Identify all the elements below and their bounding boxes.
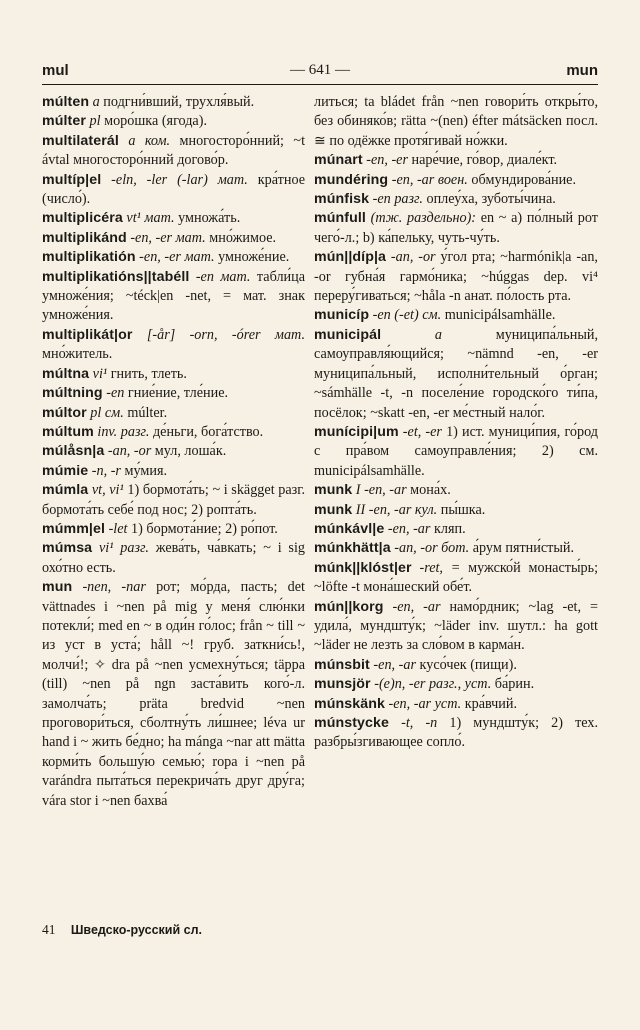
dictionary-entry bbox=[314, 171, 598, 190]
entry-grammar: -en мат. bbox=[195, 268, 251, 285]
entry-headword: multiplicéra bbox=[42, 210, 123, 227]
entry-grammar: -nen, -nar bbox=[82, 579, 146, 596]
dictionary-entry bbox=[314, 539, 598, 558]
entry-translation: подгни́вший, трухля́вый. bbox=[103, 94, 255, 110]
dictionary-entry bbox=[42, 578, 305, 811]
dictionary-entry bbox=[314, 151, 598, 170]
entry-headword: munk bbox=[314, 482, 353, 499]
signature-number: 41 bbox=[42, 922, 56, 937]
dictionary-entry bbox=[314, 326, 598, 423]
entry-translation: гние́ние, тле́ние. bbox=[127, 385, 229, 402]
dictionary-entry bbox=[314, 675, 598, 694]
dictionary-entry bbox=[314, 209, 598, 248]
dictionary-entry bbox=[314, 423, 598, 481]
entry-translation: наре́чие, го́вор, диале́кт. bbox=[411, 152, 558, 169]
entry-translation: мул, лоша́к. bbox=[154, 443, 227, 460]
entry-translation: 1) мундшту́к; 2) тех. разбры́згивающее сопло́. bbox=[314, 715, 598, 751]
entry-headword: múltor bbox=[42, 404, 87, 421]
dictionary-entry bbox=[42, 481, 305, 520]
entry-headword: munsjör bbox=[314, 676, 371, 693]
entry-translation: оплеу́ха, зуботы́чина. bbox=[426, 191, 556, 208]
entry-headword: múmm|el bbox=[42, 520, 106, 537]
entry-headword: multiplikatións||tabéll bbox=[42, 268, 190, 285]
entry-headword: munícipi|um bbox=[314, 423, 399, 440]
page-footer bbox=[42, 922, 202, 938]
entry-grammar: -en, -ar воен. bbox=[391, 171, 468, 188]
entry-grammar: I -en, -ar bbox=[355, 482, 407, 499]
entry-translation: municipálsamhälle. bbox=[444, 307, 556, 324]
entry-translation: мона́х. bbox=[410, 482, 451, 499]
entry-translation: пы́шка. bbox=[440, 501, 486, 518]
entry-grammar: a bbox=[92, 94, 100, 110]
dictionary-entry bbox=[42, 132, 305, 171]
entry-headword: munk bbox=[314, 501, 353, 518]
entry-grammar: -en bbox=[106, 385, 125, 402]
entry-translation: мужско́й монасты́рь; ~löfte -t мона́шеский обе́т. bbox=[314, 559, 598, 596]
entry-translation: моро́шка (ягода). bbox=[104, 113, 208, 130]
entry-grammar: -ret, = bbox=[419, 559, 461, 576]
entry-translation: 1) ист. муници́пия, го́род с пра́вом самоуправле́ния; 2) см. municipálsamhälle. bbox=[314, 423, 598, 479]
entry-grammar: -en, -er мат. bbox=[139, 249, 215, 266]
entry-headword: mundéring bbox=[314, 171, 389, 188]
dictionary-entry bbox=[314, 656, 598, 675]
dictionary-entry bbox=[314, 695, 598, 714]
entry-translation: а́рум пятни́стый. bbox=[472, 540, 575, 557]
entry-translation: кляп. bbox=[433, 520, 466, 537]
entry-grammar: inv. разг. bbox=[97, 423, 150, 440]
dictionary-entry bbox=[314, 501, 598, 520]
entry-headword: múnkhätt|a bbox=[314, 540, 391, 557]
entry-grammar: -eln, -ler (-lar) мат. bbox=[111, 171, 248, 188]
header-rule bbox=[42, 84, 598, 85]
entry-grammar: vi¹ bbox=[92, 365, 108, 382]
page-header bbox=[42, 62, 598, 82]
entry-grammar: (тж. раздельно): bbox=[370, 210, 477, 227]
entry-headword: múltna bbox=[42, 365, 90, 382]
entry-headword: múlten bbox=[42, 94, 90, 110]
entry-headword: múltum bbox=[42, 423, 94, 440]
entry-grammar: -en (-et) см. bbox=[372, 307, 442, 324]
entry-headword: multilaterál bbox=[42, 132, 119, 149]
entry-grammar: -t, -n bbox=[401, 715, 438, 731]
entry-headword: múlter bbox=[42, 113, 86, 130]
dictionary-entry bbox=[42, 268, 305, 326]
entry-headword: múnk||klóst|er bbox=[314, 559, 412, 576]
entry-translation: гнить, тлеть. bbox=[110, 365, 187, 382]
dictionary-entry bbox=[314, 248, 598, 306]
dictionary-entry bbox=[42, 462, 305, 481]
entry-grammar: -et, -er bbox=[402, 423, 442, 440]
entry-grammar: -en, -er bbox=[366, 152, 408, 169]
entry-headword: múmla bbox=[42, 482, 89, 499]
entry-grammar: -en разг. bbox=[372, 191, 423, 208]
entry-grammar: -en, -ar bbox=[387, 520, 431, 537]
entry-translation: умноже́ние. bbox=[218, 249, 290, 266]
entry-translation: муниципа́льный, самоуправля́ющийся; ~nämnd -en, -er муниципа́льный, исполни́тельный о́рган; ~sámhälle -t, -n поселе́ние городско́го ти́па, посёлок; ~skatt -en, -er ме́стный нало́г. bbox=[314, 326, 598, 421]
dictionary-entry bbox=[42, 539, 305, 578]
entry-translation: обмундирова́ние. bbox=[471, 171, 577, 188]
dictionary-entry bbox=[314, 93, 598, 151]
dictionary-entry bbox=[42, 442, 305, 461]
page-number: — 641 — bbox=[290, 62, 350, 78]
entry-translation: múlter. bbox=[127, 404, 168, 421]
entry-grammar: a ком. bbox=[128, 132, 171, 149]
dictionary-entry bbox=[42, 248, 305, 267]
entry-headword: múnstycke bbox=[314, 715, 390, 731]
dictionary-entry bbox=[42, 209, 305, 228]
entry-grammar: -an, -or bbox=[390, 249, 436, 266]
entry-headword: múltning bbox=[42, 385, 103, 402]
entry-grammar: -en, -er мат. bbox=[130, 229, 206, 246]
dictionary-entry bbox=[42, 423, 305, 442]
entry-headword: multíp|el bbox=[42, 171, 102, 188]
dictionary-entry bbox=[314, 598, 598, 656]
dictionary-entry bbox=[42, 404, 305, 423]
entry-headword: múmie bbox=[42, 462, 89, 479]
right-column bbox=[314, 93, 598, 918]
entry-headword: multiplikatión bbox=[42, 249, 136, 266]
dictionary-entry bbox=[42, 93, 305, 112]
entry-translation: табли́ца умноже́ния; ~téck|en -net, = мат. знак умноже́ния. bbox=[42, 268, 305, 324]
entry-headword: múnkávl|e bbox=[314, 520, 385, 537]
entry-grammar: -an, -or bbox=[107, 443, 152, 460]
entry-translation: жева́ть, ча́вкать; ~ i sig охо́тно есть. bbox=[42, 540, 305, 576]
entry-grammar: -en, -ar уст. bbox=[388, 695, 462, 712]
entry-grammar: -let bbox=[108, 520, 128, 537]
entry-headword: múnfull bbox=[314, 210, 366, 227]
entry-translation: де́ньги, бога́тство. bbox=[152, 423, 264, 440]
entry-translation: многосторо́нний; ~t ávtal многосторо́нний догово́р. bbox=[42, 132, 305, 169]
header-left-guideword: mul bbox=[42, 62, 69, 79]
entry-translation: кра́тное (число́). bbox=[42, 171, 305, 208]
entry-headword: municipál bbox=[314, 326, 382, 343]
entry-grammar: a bbox=[434, 326, 442, 343]
entry-headword: mun bbox=[42, 579, 73, 596]
entry-grammar: vt¹ мат. bbox=[126, 210, 175, 227]
header-right-guideword: mun bbox=[566, 62, 598, 79]
entry-headword: multiplikát|or bbox=[42, 326, 133, 343]
dictionary-entry bbox=[42, 229, 305, 248]
signature-title: Шведско-русский сл. bbox=[70, 923, 202, 937]
entry-grammar: pl bbox=[89, 113, 101, 130]
dictionary-entry bbox=[314, 481, 598, 500]
dictionary-entry bbox=[314, 559, 598, 598]
entry-translation: умножа́ть. bbox=[178, 210, 241, 227]
entry-translation: намо́рдник; ~lag -et, = удила́, мундшту́к; ~läder inv. шутл.: ha gott ~läder не лезть за сло́вом в карма́н. bbox=[314, 598, 598, 654]
entry-translation: en ~ а) по́лный рот чего́-л.; b) ка́пельку, чуть-чу́ть. bbox=[314, 210, 598, 246]
entry-translation: мно́жимое. bbox=[209, 229, 277, 246]
entry-grammar: -en, -ar bbox=[373, 656, 416, 673]
entry-translation: рот; мо́рда, пасть; det vättnades i ~nen på mig у меня́ слю́нки потекли́; med en ~ в оди́н го́лос; från ~ till ~ из уст в уста́; håll ~! груб. заткни́сь!, молчи́!; ✧ dra på ~nen усмехну́ться; täppa (till) ~nen på ngn заста́вить кого́-л. замолча́ть; präta bredvid ~nen проговори́ться, сболтну́ть ли́шнее; léva ur hand i ~ жить бе́дно; ha mánga ~nar att mätta корми́ть большу́ю семью́; ropa i ~nen på varándra пыта́ться перекрича́ть друг дру́га; vára stor i ~nen бахва́ bbox=[42, 579, 305, 809]
entry-headword: múmsa bbox=[42, 540, 93, 557]
entry-translation: мно́житель. bbox=[42, 346, 113, 363]
entry-headword: municíp bbox=[314, 307, 370, 324]
entry-translation: кра́вчий. bbox=[464, 695, 518, 712]
entry-translation: му́мия. bbox=[124, 462, 168, 479]
dictionary-entry bbox=[42, 384, 305, 403]
entry-grammar: -an, -or бот. bbox=[394, 540, 470, 557]
entry-translation: кусо́чек (пищи). bbox=[419, 656, 517, 673]
dictionary-entry bbox=[314, 306, 598, 325]
entry-headword: múlåsn|a bbox=[42, 443, 105, 460]
left-column bbox=[42, 93, 305, 918]
entry-headword: múnskänk bbox=[314, 695, 385, 712]
entry-grammar: -(e)n, -er разг., уст. bbox=[374, 676, 492, 693]
entry-grammar: vt, vi¹ bbox=[91, 482, 124, 499]
entry-headword: mún||korg bbox=[314, 598, 384, 615]
dictionary-entry bbox=[42, 326, 305, 365]
entry-headword: múnfisk bbox=[314, 191, 370, 208]
entry-translation: 1) бормота́ние; 2) ро́пот. bbox=[131, 520, 278, 537]
dictionary-entry bbox=[42, 365, 305, 384]
entry-translation: у́гол рта; ~harmónik|a -an, -or губна́я гармо́ника; ~húggas dep. vi⁴ переру́гиваться; ~håla -n анат. по́лость рта. bbox=[314, 249, 598, 305]
entry-headword: múnsbit bbox=[314, 656, 370, 673]
entry-grammar: pl см. bbox=[90, 404, 124, 421]
entry-grammar: -n, -r bbox=[91, 462, 121, 479]
entry-headword: multiplikánd bbox=[42, 229, 127, 246]
entry-grammar: [-år] -orn, -órer мат. bbox=[146, 326, 305, 343]
entry-grammar: vi¹ разг. bbox=[98, 540, 149, 557]
dictionary-entry bbox=[314, 190, 598, 209]
dictionary-entry bbox=[42, 112, 305, 131]
dictionary-entry bbox=[314, 714, 598, 753]
entry-grammar: -en, -ar bbox=[392, 598, 441, 615]
entry-translation: ба́рин. bbox=[494, 676, 535, 693]
dictionary-entry bbox=[42, 171, 305, 210]
entry-headword: múnart bbox=[314, 152, 363, 169]
entry-translation: литься; ta bládet från ~nen говори́ть откры́то, без обиняко́в; rätta ~(nen) éfter mátsäcken посл. ≅ по одёжке протя́гивай но́жки. bbox=[314, 94, 598, 149]
entry-grammar: II -en, -ar кул. bbox=[355, 501, 438, 518]
dictionary-entry bbox=[42, 520, 305, 539]
entry-translation: 1) бормота́ть; ~ i skägget разг. бормота́ть себе́ под нос; 2) ропта́ть. bbox=[42, 482, 305, 518]
dictionary-entry bbox=[314, 520, 598, 539]
entry-headword: mún||díp|a bbox=[314, 249, 387, 266]
